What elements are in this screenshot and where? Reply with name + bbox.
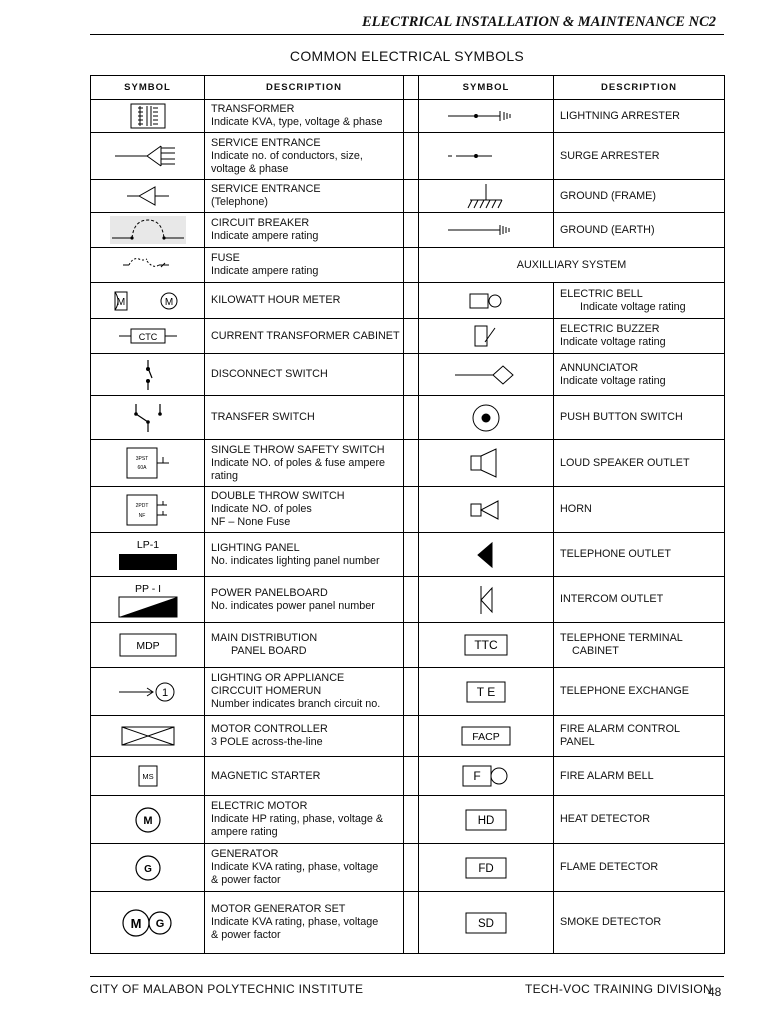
exchange-label: T E [476, 684, 496, 699]
footer-rule [90, 976, 724, 977]
description-title: SERVICE ENTRANCE [211, 136, 321, 149]
column-header-description: DESCRIPTION [205, 76, 404, 100]
description-title: TELEPHONE TERMINAL [560, 632, 683, 644]
description-title: GROUND (FRAME) [560, 189, 656, 202]
description-title: PUSH BUTTON SWITCH [560, 411, 683, 423]
description-note: Indicate no. of conductors, size, [211, 149, 363, 162]
push-button-switch-symbol [419, 396, 554, 440]
description-title: SINGLE THROW SAFETY SWITCH [211, 443, 385, 456]
running-header: ELECTRICAL INSTALLATION & MAINTENANCE NC2 [362, 14, 716, 30]
table-row [91, 577, 725, 623]
description-title: CABINET [572, 645, 619, 657]
description-title: LOUD SPEAKER OUTLET [560, 456, 690, 469]
cabinet-label: TTC [474, 638, 498, 652]
table-row [91, 487, 725, 533]
switch-rating-label: NF [138, 512, 145, 519]
service-entrance-symbol [91, 133, 205, 180]
description-title: LIGHTING PANEL [211, 541, 300, 554]
table-header-row [91, 76, 725, 100]
description-title: DOUBLE THROW SWITCH [211, 490, 345, 502]
page-number: 48 [708, 985, 722, 999]
description-note: Indicate ampere rating [211, 265, 319, 277]
table-row [91, 440, 725, 487]
starter-label: MS [141, 772, 154, 781]
generator-symbol [91, 844, 205, 892]
panel-label: MDP [135, 640, 160, 652]
table-row [91, 213, 725, 248]
motor-controller-symbol [91, 716, 205, 757]
telephone-exchange-symbol [419, 668, 554, 716]
electric-buzzer-symbol [419, 319, 554, 354]
description-title: TRANSFORMER [211, 103, 295, 115]
description-title: SURGE ARRESTER [560, 149, 660, 162]
header-rule [90, 34, 724, 35]
description-note: Indicate NO. of poles [211, 503, 312, 515]
footer-institution: CITY OF MALABON POLYTECHNIC INSTITUTE [90, 982, 364, 996]
description-title: FIRE ALARM BELL [560, 769, 654, 782]
table-row [91, 354, 725, 396]
description-title: FLAME DETECTOR [560, 861, 659, 873]
description-note: Number indicates branch circuit no. [211, 698, 381, 710]
description-title: LIGHTING OR APPLIANCE [211, 672, 345, 684]
detector-label: SD [478, 917, 494, 930]
description-note: No. indicates power panel number [211, 599, 375, 612]
fire-alarm-control-panel-symbol [419, 716, 554, 757]
description-title: MOTOR GENERATOR SET [211, 903, 346, 915]
table-row [91, 533, 725, 577]
description-title: CIRCCUIT HOMERUN [211, 685, 322, 697]
table-row [91, 100, 725, 133]
description-title: CIRCUIT BREAKER [211, 217, 310, 229]
description-note: NF – None Fuse [211, 516, 291, 528]
table-row [91, 757, 725, 796]
double-throw-switch-symbol [91, 487, 205, 533]
description-title: FIRE ALARM CONTROL [560, 723, 680, 735]
table-row [91, 796, 725, 844]
description-title: ELECTRIC BUZZER [560, 323, 660, 335]
circuit-breaker-symbol [91, 213, 205, 248]
description-title: INTERCOM OUTLET [560, 593, 664, 605]
table-row [91, 668, 725, 716]
page-title: COMMON ELECTRICAL SYMBOLS [289, 48, 525, 64]
description-title: FUSE [211, 252, 240, 264]
heat-detector-symbol [419, 796, 554, 844]
auxiliary-system-heading: AUXILLIARY SYSTEM [419, 248, 725, 283]
transfer-switch-symbol [91, 396, 205, 440]
description-title: CURRENT TRANSFORMER CABINET [211, 329, 400, 342]
description-note: rating [211, 469, 239, 482]
disconnect-switch-symbol [91, 354, 205, 396]
generator-label: G [143, 863, 152, 875]
horn-symbol [419, 487, 554, 533]
description-note: 3 POLE across-the-line [211, 736, 323, 748]
telephone-outlet-symbol [419, 533, 554, 577]
column-header-symbol: SYMBOL [419, 76, 554, 100]
description-title: GENERATOR [211, 848, 279, 860]
description-title: MAIN DISTRIBUTION [211, 632, 318, 644]
fire-alarm-bell-symbol [419, 757, 554, 796]
smoke-detector-symbol [419, 892, 554, 954]
annunciator-symbol [419, 354, 554, 396]
intercom-outlet-symbol [419, 577, 554, 623]
description-title: DISCONNECT SWITCH [211, 368, 328, 380]
description-title: PANEL [560, 736, 595, 748]
description-note: & power factor [211, 929, 281, 941]
surge-arrester-symbol [419, 133, 554, 180]
description-note: & power factor [211, 874, 281, 886]
electric-bell-symbol [419, 283, 554, 319]
bell-label: F [473, 769, 481, 783]
description-title: ELECTRIC BELL [560, 287, 643, 300]
detector-label: HD [477, 814, 495, 827]
table-row [91, 319, 725, 354]
panel-label: LP-1 [136, 538, 159, 551]
loud-speaker-outlet-symbol [419, 440, 554, 487]
description-title: SMOKE DETECTOR [560, 916, 662, 928]
description-title: SERVICE ENTRANCE [211, 183, 321, 195]
column-header-description: DESCRIPTION [554, 76, 725, 100]
telephone-terminal-cabinet-symbol [419, 623, 554, 668]
electric-motor-symbol [91, 796, 205, 844]
description-title: MAGNETIC STARTER [211, 769, 321, 782]
symbols-table [90, 75, 725, 954]
motor-label: M [142, 814, 153, 827]
main-distribution-panel-symbol [91, 623, 205, 668]
description-note: No. indicates lighting panel number [211, 554, 380, 567]
description-title: GROUND (EARTH) [560, 223, 655, 236]
description-note: voltage & phase [211, 162, 289, 175]
table-row [91, 844, 725, 892]
motor-generator-set-symbol [91, 892, 205, 954]
description-title: TELEPHONE EXCHANGE [560, 685, 689, 697]
lightning-arrester-symbol [419, 100, 554, 133]
ground-earth-symbol [419, 213, 554, 248]
description-title: HORN [560, 503, 592, 515]
description-note: Indicate voltage rating [580, 300, 686, 313]
switch-poles-label: 2PDT [135, 502, 148, 509]
detector-label: FD [478, 862, 494, 875]
description-note: Indicate voltage rating [560, 336, 666, 348]
table-row [91, 892, 725, 954]
flame-detector-symbol [419, 844, 554, 892]
table-row [91, 396, 725, 440]
power-panelboard-symbol [91, 577, 205, 623]
service-entrance-telephone-symbol [91, 180, 205, 213]
description-title: LIGHTNING ARRESTER [560, 109, 680, 122]
description-note: Indicate NO. of poles & fuse ampere [211, 456, 386, 469]
homerun-symbol [91, 668, 205, 716]
description-note: ampere rating [211, 826, 278, 838]
generator-label: G [155, 917, 164, 930]
table-row [91, 180, 725, 213]
description-title: ELECTRIC MOTOR [211, 800, 308, 812]
lighting-panel-symbol [91, 533, 205, 577]
table-row [91, 248, 725, 283]
description-note: Indicate ampere rating [211, 230, 319, 242]
description-title: KILOWATT HOUR METER [211, 294, 341, 306]
circuit-number-label: 1 [161, 686, 168, 699]
table-row [91, 133, 725, 180]
motor-label: M [130, 915, 141, 931]
magnetic-starter-symbol [91, 757, 205, 796]
panel-label: PP - I [134, 582, 161, 595]
description-note: (Telephone) [211, 196, 269, 208]
description-title: PANEL BOARD [231, 645, 307, 657]
description-note: Indicate HP rating, phase, voltage & [211, 813, 384, 825]
fuse-symbol [91, 248, 205, 283]
switch-poles-label: 3PST [135, 456, 148, 462]
kilowatt-hour-meter-symbol [91, 283, 205, 319]
svg-text:M: M [116, 296, 125, 308]
current-transformer-cabinet-symbol [91, 319, 205, 354]
description-title: POWER PANELBOARD [211, 586, 328, 599]
cabinet-label: CTC [138, 332, 157, 342]
footer-division: TECH-VOC TRAINING DIVISION [525, 982, 712, 996]
description-title: ANNUNCIATOR [560, 361, 639, 374]
table-row [91, 623, 725, 668]
ground-frame-symbol [419, 180, 554, 213]
description-title: HEAT DETECTOR [560, 813, 650, 825]
description-title: TRANSFER SWITCH [211, 411, 315, 423]
panel-label: FACP [472, 731, 500, 743]
description-title: MOTOR CONTROLLER [211, 723, 328, 735]
column-header-symbol: SYMBOL [91, 76, 205, 100]
transformer-symbol [91, 100, 205, 133]
switch-rating-label: 60A [137, 465, 146, 471]
description-note: Indicate voltage rating [560, 374, 666, 387]
description-title: TELEPHONE OUTLET [560, 548, 671, 560]
description-note: Indicate KVA, type, voltage & phase [211, 116, 383, 128]
table-row [91, 716, 725, 757]
single-throw-safety-switch-symbol [91, 440, 205, 487]
description-note: Indicate KVA rating, phase, voltage [211, 916, 379, 928]
table-row [91, 283, 725, 319]
svg-text:M: M [164, 296, 173, 308]
description-note: Indicate KVA rating, phase, voltage [211, 861, 379, 873]
